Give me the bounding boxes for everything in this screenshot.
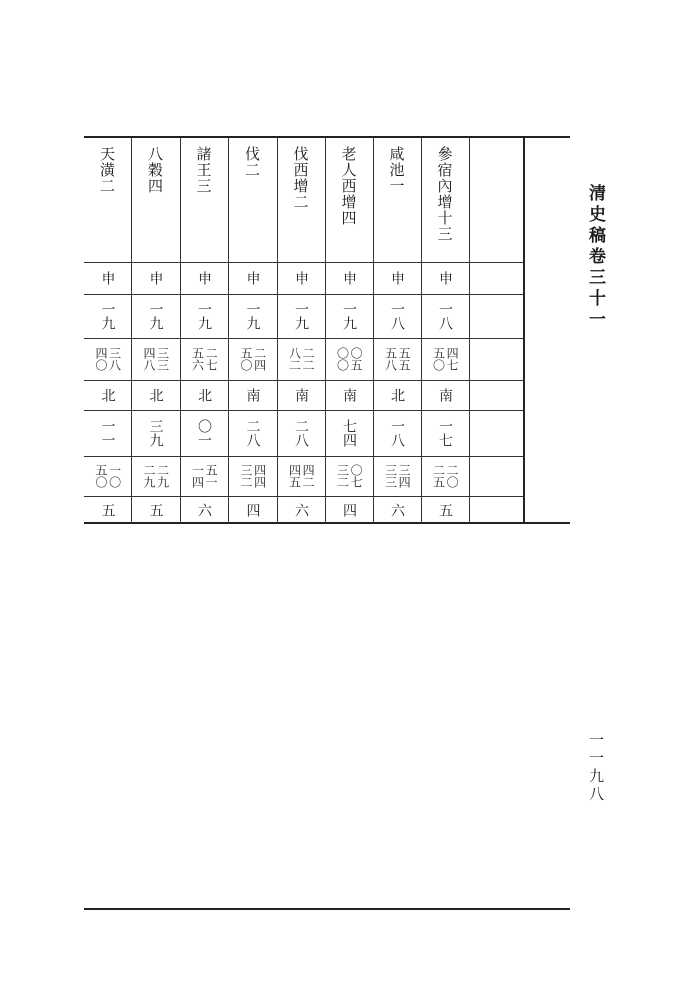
cell-lat-deg	[84, 410, 131, 456]
cell-lat-ms	[277, 456, 325, 496]
cell-value: 一九	[196, 302, 212, 330]
value-column: 四七	[445, 347, 460, 371]
cell-lon-deg	[373, 294, 421, 338]
star-name: 老人西增四	[339, 146, 358, 226]
cell-value: 一九	[244, 302, 261, 330]
cell-lat-ms	[325, 456, 373, 496]
cell-dir	[131, 380, 180, 410]
cell-lat-ms	[421, 456, 469, 496]
cell-value: 南	[244, 388, 261, 402]
value-column: 四〇	[94, 347, 108, 371]
page-number: 一一九八	[587, 732, 605, 804]
cell-value: 五	[147, 503, 164, 517]
cell-mag	[180, 496, 228, 524]
cell-lon-deg	[228, 294, 277, 338]
cell-mag	[421, 496, 469, 524]
value-column: 五〇	[431, 347, 446, 371]
value-column: 五〇	[94, 464, 108, 488]
value-column: 五八	[383, 347, 398, 371]
cell-value: 一九	[99, 302, 116, 330]
cell-gong	[131, 262, 180, 294]
cell-mag	[373, 496, 421, 524]
cell-value: 一八	[389, 419, 405, 447]
value-column: 〇五	[349, 347, 364, 371]
cell-value: 一八	[437, 302, 453, 330]
cell-value: 申	[341, 271, 357, 285]
value-column: 二二	[301, 347, 316, 371]
cell-value: 一九	[147, 302, 164, 330]
cell-lon-ms	[131, 338, 180, 380]
cell-lon-ms	[421, 338, 469, 380]
cell-lon-ms	[228, 338, 277, 380]
cell-lon-deg	[325, 294, 373, 338]
value-column: 二四	[252, 347, 267, 371]
value-column: 四五	[287, 464, 302, 488]
cell-lon-ms	[180, 338, 228, 380]
cell-value: 六	[293, 503, 309, 517]
cell-lon-ms	[373, 338, 421, 380]
value-column: 三三	[155, 347, 170, 371]
value-column: 三八	[107, 347, 122, 371]
cell-gong	[421, 262, 469, 294]
cell-gong	[228, 262, 277, 294]
cell-value: 申	[244, 271, 261, 285]
value-column: 〇〇	[335, 347, 350, 371]
star-name: 咸池一	[387, 146, 406, 194]
cell-name	[421, 138, 469, 262]
cell-value: 五	[99, 503, 116, 517]
value-column: 三二	[239, 464, 253, 488]
cell-gong	[84, 262, 131, 294]
cell-value: 申	[147, 271, 164, 285]
value-column: 四八	[142, 347, 156, 371]
cell-lat-ms	[84, 456, 131, 496]
cell-value: 五	[437, 503, 453, 517]
cell-value: 北	[389, 388, 405, 402]
cell-value: 三九	[147, 419, 164, 447]
cell-value: 一九	[341, 302, 357, 330]
cell-lon-ms	[84, 338, 131, 380]
cell-lon-ms	[277, 338, 325, 380]
cell-value: 二八	[293, 419, 309, 447]
star-name: 伐西增二	[291, 146, 310, 210]
cell-dir	[277, 380, 325, 410]
star-name: 八穀四	[146, 146, 164, 194]
value-column: 三三	[383, 464, 398, 488]
cell-mag	[228, 496, 277, 524]
cell-gong	[373, 262, 421, 294]
cell-lat-deg	[325, 410, 373, 456]
cell-name	[228, 138, 277, 262]
cell-lon-deg	[277, 294, 325, 338]
value-column: 〇七	[349, 464, 364, 488]
value-column: 一四	[190, 464, 205, 488]
value-column: 五〇	[239, 347, 253, 371]
value-column: 三四	[397, 464, 412, 488]
cell-dir	[421, 380, 469, 410]
column-divider	[523, 138, 525, 524]
cell-lat-ms	[180, 456, 228, 496]
column-divider	[469, 138, 470, 524]
cell-lat-ms	[373, 456, 421, 496]
cell-value: 申	[437, 271, 453, 285]
cell-lat-deg	[421, 410, 469, 456]
cell-value: 北	[99, 388, 116, 402]
cell-dir	[325, 380, 373, 410]
cell-value: 六	[196, 503, 212, 517]
cell-value: 北	[196, 388, 212, 402]
cell-value: 一九	[293, 302, 309, 330]
value-column: 二七	[204, 347, 219, 371]
cell-value: 南	[293, 388, 309, 402]
value-column: 二五	[431, 464, 446, 488]
cell-value: 南	[341, 388, 357, 402]
cell-lat-deg	[277, 410, 325, 456]
cell-gong	[180, 262, 228, 294]
cell-lon-deg	[84, 294, 131, 338]
cell-value: 一七	[437, 419, 453, 447]
value-column: 八二	[287, 347, 302, 371]
star-name: 參宿內增十三	[435, 146, 454, 242]
value-column: 五一	[204, 464, 219, 488]
cell-value: 一一	[99, 419, 116, 447]
star-name: 諸王三	[194, 146, 213, 194]
cell-lon-deg	[180, 294, 228, 338]
cell-lat-deg	[180, 410, 228, 456]
cell-name	[325, 138, 373, 262]
value-column: 一〇	[107, 464, 122, 488]
cell-lat-deg	[228, 410, 277, 456]
cell-lat-ms	[131, 456, 180, 496]
cell-dir	[180, 380, 228, 410]
cell-mag	[277, 496, 325, 524]
cell-name	[131, 138, 180, 262]
cell-value: 申	[293, 271, 309, 285]
value-column: 二〇	[445, 464, 460, 488]
cell-value: 申	[99, 271, 116, 285]
cell-name	[84, 138, 131, 262]
cell-value: 〇一	[196, 419, 212, 447]
cell-gong	[325, 262, 373, 294]
cell-lon-deg	[131, 294, 180, 338]
cell-lat-ms	[228, 456, 277, 496]
table-block	[84, 138, 570, 524]
value-column: 五五	[397, 347, 412, 371]
cell-dir	[84, 380, 131, 410]
cell-mag	[325, 496, 373, 524]
cell-mag	[131, 496, 180, 524]
star-name: 伐二	[243, 146, 261, 178]
value-column: 四四	[252, 464, 267, 488]
cell-lat-deg	[131, 410, 180, 456]
cell-value: 二八	[244, 419, 261, 447]
cell-lat-deg	[373, 410, 421, 456]
cell-lon-deg	[421, 294, 469, 338]
cell-lon-ms	[325, 338, 373, 380]
star-name: 天潢二	[98, 146, 116, 194]
cell-name	[373, 138, 421, 262]
cell-value: 申	[389, 271, 405, 285]
star-catalog-table	[84, 136, 570, 910]
value-column: 二九	[142, 464, 156, 488]
value-column: 五六	[190, 347, 205, 371]
cell-value: 南	[437, 388, 453, 402]
cell-dir	[228, 380, 277, 410]
cell-value: 四	[341, 503, 357, 517]
cell-mag	[84, 496, 131, 524]
cell-value: 六	[389, 503, 405, 517]
value-column: 二九	[155, 464, 170, 488]
value-column: 三二	[335, 464, 350, 488]
running-header-title: 清史稿卷三十一	[585, 184, 605, 331]
cell-value: 一八	[389, 302, 405, 330]
cell-name	[180, 138, 228, 262]
cell-value: 四	[244, 503, 261, 517]
cell-value: 北	[147, 388, 164, 402]
value-column: 四二	[301, 464, 316, 488]
cell-name	[277, 138, 325, 262]
cell-gong	[277, 262, 325, 294]
cell-value: 申	[196, 271, 212, 285]
cell-dir	[373, 380, 421, 410]
cell-value: 七四	[341, 419, 357, 447]
